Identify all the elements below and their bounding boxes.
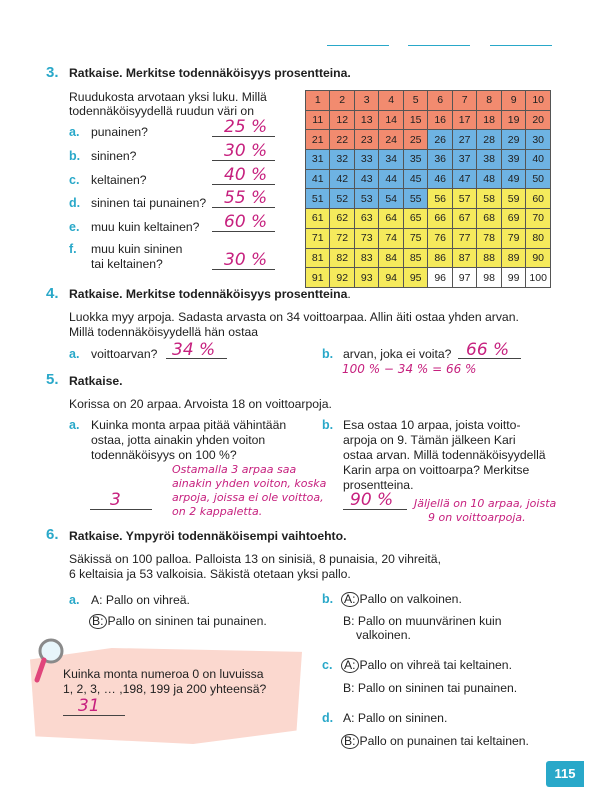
circled-choice-mark: A: [341, 592, 359, 607]
exercise-3-item-answer: 60 % [224, 212, 268, 232]
grid-cell: 71 [306, 228, 330, 248]
exercise-6-a-option-b [89, 614, 267, 629]
exercise-3-intro-2: todennäköisyydellä ruudun väri on [69, 104, 254, 118]
grid-cell: 20 [526, 110, 551, 130]
grid-cell: 62 [330, 209, 354, 229]
grid-row [306, 150, 551, 170]
exercise-4-b-answer: 66 % [466, 340, 510, 360]
grid-cell: 100 [526, 268, 551, 288]
grid-cell: 51 [306, 189, 330, 209]
grid-cell: 48 [477, 169, 501, 189]
exercise-4-number: 4. [46, 285, 59, 302]
grid-cell: 58 [477, 189, 501, 209]
grid-row [306, 130, 551, 150]
puzzle-answer-line [63, 715, 125, 716]
header-line-3 [490, 45, 552, 46]
exercise-3-item-answer: 40 % [224, 165, 268, 185]
exercise-4-title [69, 287, 351, 302]
grid-row [306, 228, 551, 248]
exercise-5-b-answer-line [343, 509, 407, 510]
grid-cell: 67 [452, 209, 476, 229]
circled-choice-mark: B: [341, 734, 359, 749]
grid-cell: 36 [428, 150, 452, 170]
exercise-3-item-answer-line [212, 136, 275, 137]
exercise-4-b-letter: b. [322, 347, 334, 361]
exercise-6-d-option-b-text: Pallo on punainen tai keltainen. [359, 734, 529, 748]
grid-row [306, 110, 551, 130]
grid-cell: 44 [379, 169, 403, 189]
exercise-3-title: Ratkaise. Merkitse todennäköisyys prosentteina. [69, 66, 351, 80]
grid-cell: 7 [452, 91, 476, 111]
grid-cell: 87 [452, 248, 476, 268]
exercise-4-b-answer-line [458, 358, 521, 359]
grid-cell: 18 [477, 110, 501, 130]
exercise-5-b-note-line: Jäljellä on 10 arpaa, joista [414, 497, 557, 510]
exercise-3-item-text: sininen? [91, 149, 137, 163]
exercise-5-a-question-line: Kuinka monta arpaa pitää vähintään [91, 418, 287, 432]
exercise-5-a-question-line: ostaa, jotta ainakin yhden voiton [91, 433, 266, 447]
grid-cell: 46 [428, 169, 452, 189]
exercise-3-intro-1: Ruudukosta arvotaan yksi luku. Millä [69, 90, 267, 104]
grid-cell: 14 [379, 110, 403, 130]
grid-cell: 92 [330, 268, 354, 288]
grid-cell: 30 [526, 130, 551, 150]
exercise-5-intro: Korissa on 20 arpaa. Arvoista 18 on voittoarpoja. [69, 397, 332, 411]
exercise-3-item-text: keltainen? [91, 173, 147, 187]
exercise-4-a-letter: a. [69, 347, 80, 361]
grid-cell: 45 [403, 169, 427, 189]
grid-cell: 85 [403, 248, 427, 268]
header-line-2 [408, 45, 470, 46]
grid-cell: 5 [403, 91, 427, 111]
grid-cell: 11 [306, 110, 330, 130]
exercise-6-intro-1: Säkissä on 100 palloa. Palloista 13 on sinisiä, 8 punaisia, 20 vihreitä, [69, 552, 441, 566]
grid-cell: 24 [379, 130, 403, 150]
exercise-6-c-option-a-text: Pallo on vihreä tai keltainen. [359, 658, 512, 672]
exercise-5-title: Ratkaise. [69, 374, 123, 388]
exercise-3-item-letter: b. [69, 149, 81, 163]
exercise-6-a-letter: a. [69, 593, 80, 607]
exercise-5-number: 5. [46, 371, 59, 388]
grid-cell: 98 [477, 268, 501, 288]
grid-cell: 88 [477, 248, 501, 268]
puzzle-line-1: Kuinka monta numeroa 0 on luvuissa [63, 667, 264, 681]
exercise-4-title-end: . [347, 287, 351, 301]
exercise-6-b-letter: b. [322, 592, 334, 606]
grid-cell: 28 [477, 130, 501, 150]
grid-cell: 70 [526, 209, 551, 229]
exercise-6-a-option-a: A: Pallo on vihreä. [91, 593, 190, 607]
exercise-3-item-text: sininen tai punainen? [91, 196, 207, 210]
grid-row [306, 189, 551, 209]
circled-choice-mark: A: [341, 658, 359, 673]
puzzle-answer: 31 [78, 696, 100, 716]
grid-cell: 93 [354, 268, 378, 288]
grid-cell: 89 [501, 248, 525, 268]
grid-cell: 77 [452, 228, 476, 248]
grid-cell: 99 [501, 268, 525, 288]
grid-cell: 82 [330, 248, 354, 268]
grid-cell: 79 [501, 228, 525, 248]
grid-cell: 73 [354, 228, 378, 248]
grid-cell: 94 [379, 268, 403, 288]
grid-cell: 61 [306, 209, 330, 229]
grid-cell: 35 [403, 150, 427, 170]
grid-cell: 59 [501, 189, 525, 209]
exercise-3-item-answer-line [212, 207, 275, 208]
exercise-3-item-letter: a. [69, 125, 80, 139]
grid-cell: 53 [354, 189, 378, 209]
exercise-6-d-letter: d. [322, 711, 334, 725]
circled-choice-mark: B: [89, 614, 107, 629]
exercise-6-intro-2: 6 keltaisia ja 53 valkoisia. Säkistä otetaan yksi pallo. [69, 567, 351, 581]
exercise-5-a-note-line: ainakin yhden voiton, koska [172, 477, 327, 490]
exercise-3-item-answer: 25 % [224, 117, 268, 137]
exercise-3-item-answer-line [212, 231, 275, 232]
exercise-6-d-option-b [341, 734, 529, 749]
exercise-6-b-option-a [341, 592, 462, 607]
grid-cell: 55 [403, 189, 427, 209]
exercise-4-line-2: Millä todennäköisyydellä hän ostaa [69, 325, 259, 339]
exercise-5-a-answer-line [90, 509, 152, 510]
exercise-5-b-note-line: 9 on voittoarpoja. [428, 511, 526, 524]
grid-cell: 3 [354, 91, 378, 111]
grid-cell: 32 [330, 150, 354, 170]
puzzle-line-2: 1, 2, 3, … ,198, 199 ja 200 yhteensä? [63, 682, 267, 696]
grid-cell: 10 [526, 91, 551, 111]
grid-cell: 39 [501, 150, 525, 170]
grid-cell: 31 [306, 150, 330, 170]
exercise-3-item-letter: e. [69, 220, 80, 234]
grid-cell: 78 [477, 228, 501, 248]
grid-cell: 47 [452, 169, 476, 189]
grid-cell: 96 [428, 268, 452, 288]
exercise-6-c-letter: c. [322, 658, 333, 672]
grid-cell: 57 [452, 189, 476, 209]
exercise-6-c-option-a [341, 658, 512, 673]
grid-cell: 21 [306, 130, 330, 150]
grid-cell: 75 [403, 228, 427, 248]
grid-cell: 72 [330, 228, 354, 248]
grid-cell: 40 [526, 150, 551, 170]
grid-cell: 12 [330, 110, 354, 130]
exercise-5-a-letter: a. [69, 418, 80, 432]
grid-row [306, 209, 551, 229]
exercise-5-a-note-line: on 2 kappaletta. [172, 505, 263, 518]
grid-cell: 65 [403, 209, 427, 229]
grid-cell: 91 [306, 268, 330, 288]
exercise-5-b-question-line: ostaa arvan. Millä todennäköisyydellä [343, 448, 546, 462]
exercise-5-a-question-line: todennäköisyys on 100 %? [91, 448, 237, 462]
exercise-3-item-letter: d. [69, 196, 81, 210]
grid-cell: 66 [428, 209, 452, 229]
exercise-4-a-answer: 34 % [172, 340, 216, 360]
grid-cell: 64 [379, 209, 403, 229]
grid-cell: 60 [526, 189, 551, 209]
grid-cell: 95 [403, 268, 427, 288]
grid-cell: 74 [379, 228, 403, 248]
exercise-6-number: 6. [46, 526, 59, 543]
exercise-6-b-option-b-2: valkoinen. [356, 628, 411, 642]
exercise-3-item-answer: 55 % [224, 188, 268, 208]
exercise-3-item-letter: c. [69, 173, 80, 187]
grid-cell: 29 [501, 130, 525, 150]
number-grid [305, 90, 551, 288]
grid-cell: 15 [403, 110, 427, 130]
exercise-5-b-question-line: prosentteina. [343, 478, 414, 492]
grid-cell: 54 [379, 189, 403, 209]
grid-cell: 50 [526, 169, 551, 189]
grid-cell: 1 [306, 91, 330, 111]
exercise-5-b-question-line: Esa ostaa 10 arpaa, joista voitto- [343, 418, 521, 432]
exercise-3-number: 3. [46, 64, 59, 81]
grid-row [306, 248, 551, 268]
grid-cell: 4 [379, 91, 403, 111]
exercise-5-b-question-line: Karin arpa on voittoarpa? Merkitse [343, 463, 530, 477]
grid-cell: 13 [354, 110, 378, 130]
grid-cell: 41 [306, 169, 330, 189]
grid-cell: 33 [354, 150, 378, 170]
grid-cell: 19 [501, 110, 525, 130]
grid-cell: 68 [477, 209, 501, 229]
grid-cell: 76 [428, 228, 452, 248]
exercise-4-a-text: voittoarvan? [91, 347, 158, 361]
exercise-4-b-work: 100 % − 34 % = 66 % [342, 362, 477, 376]
exercise-3-item-answer-line [212, 184, 275, 185]
exercise-4-title-text: Ratkaise. Merkitse todennäköisyys prosentteina [69, 287, 348, 301]
grid-cell: 26 [428, 130, 452, 150]
grid-cell: 25 [403, 130, 427, 150]
grid-cell: 22 [330, 130, 354, 150]
exercise-3-item-text: punainen? [91, 125, 148, 139]
grid-cell: 6 [428, 91, 452, 111]
exercise-3-item-answer-line [212, 160, 275, 161]
exercise-3-f-answer-line [212, 269, 275, 270]
exercise-3-f-text-2: tai keltainen? [91, 257, 163, 271]
grid-cell: 49 [501, 169, 525, 189]
grid-cell: 43 [354, 169, 378, 189]
grid-row [306, 169, 551, 189]
exercise-5-b-answer: 90 % [350, 490, 394, 510]
grid-cell: 90 [526, 248, 551, 268]
grid-cell: 80 [526, 228, 551, 248]
grid-row [306, 91, 551, 111]
exercise-3-item-text: muu kuin keltainen? [91, 220, 200, 234]
exercise-3-f-letter: f. [69, 242, 77, 256]
grid-cell: 84 [379, 248, 403, 268]
grid-cell: 37 [452, 150, 476, 170]
exercise-4-a-answer-line [166, 358, 227, 359]
grid-cell: 56 [428, 189, 452, 209]
grid-cell: 81 [306, 248, 330, 268]
exercise-6-c-option-b: B: Pallo on sininen tai punainen. [343, 681, 518, 695]
exercise-6-title: Ratkaise. Ympyröi todennäköisempi vaihtoehto. [69, 529, 347, 543]
exercise-5-a-note-line: arpoja, joissa ei ole voittoa, [172, 491, 324, 504]
grid-cell: 16 [428, 110, 452, 130]
exercise-5-b-question-line: arpoja on 9. Tämän jälkeen Kari [343, 433, 516, 447]
grid-cell: 38 [477, 150, 501, 170]
grid-cell: 42 [330, 169, 354, 189]
grid-cell: 17 [452, 110, 476, 130]
exercise-6-b-option-a-text: Pallo on valkoinen. [359, 592, 462, 606]
exercise-3-f-text-1: muu kuin sininen [91, 242, 183, 256]
grid-cell: 9 [501, 91, 525, 111]
grid-cell: 2 [330, 91, 354, 111]
grid-cell: 83 [354, 248, 378, 268]
grid-cell: 63 [354, 209, 378, 229]
exercise-3-item-answer: 30 % [224, 141, 268, 161]
grid-cell: 23 [354, 130, 378, 150]
grid-cell: 97 [452, 268, 476, 288]
exercise-4-b-text: arvan, joka ei voita? [343, 347, 452, 361]
grid-cell: 34 [379, 150, 403, 170]
exercise-5-a-note-line: Ostamalla 3 arpaa saa [172, 463, 297, 476]
exercise-3-f-answer: 30 % [224, 250, 268, 270]
grid-cell: 52 [330, 189, 354, 209]
exercise-4-line-1: Luokka myy arpoja. Sadasta arvasta on 34 voittoarpaa. Allin äiti ostaa yhden arvan. [69, 310, 519, 324]
page-number: 115 [546, 761, 584, 787]
exercise-5-a-answer: 3 [110, 490, 121, 510]
grid-cell: 86 [428, 248, 452, 268]
grid-row [306, 268, 551, 288]
exercise-6-d-option-a: A: Pallo on sininen. [343, 711, 448, 725]
exercise-6-a-option-b-text: Pallo on sininen tai punainen. [107, 614, 267, 628]
grid-cell: 27 [452, 130, 476, 150]
exercise-6-b-option-b-1: B: Pallo on muunvärinen kuin [343, 614, 502, 628]
grid-cell: 8 [477, 91, 501, 111]
grid-cell: 69 [501, 209, 525, 229]
exercise-5-b-letter: b. [322, 418, 334, 432]
header-line-1 [327, 45, 389, 46]
